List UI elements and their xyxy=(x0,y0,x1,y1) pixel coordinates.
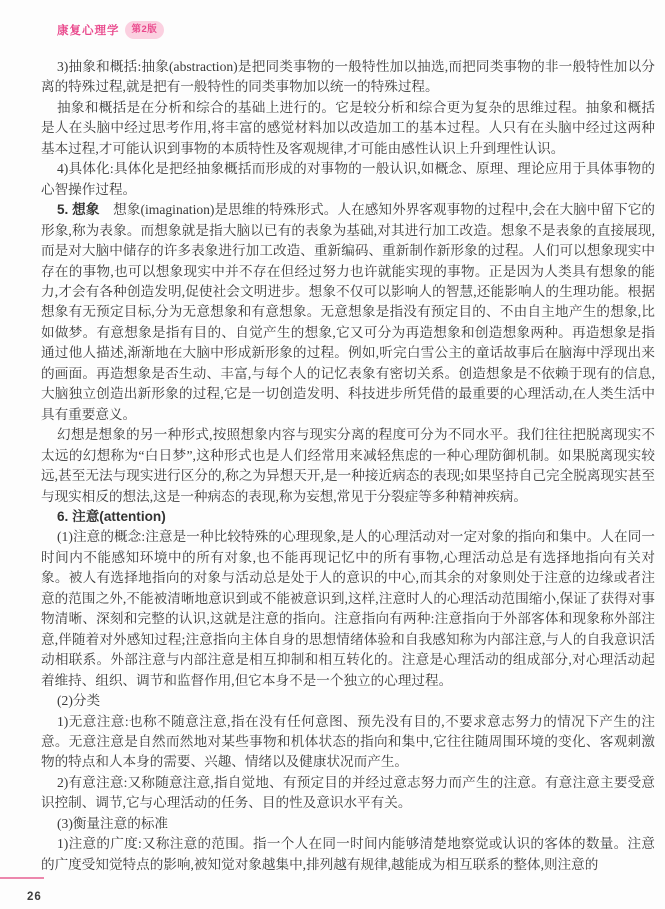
paragraph xyxy=(41,814,655,834)
heading-run: 6. 注意(attention) xyxy=(57,508,166,524)
text-run: 4)具体化:具体化是把经抽象概括而形成的对事物的一般认识,如概念、原理、理论应用于具体事物的心智操作过程。 xyxy=(41,161,655,197)
text-run: 1)无意注意:也称不随意注意,指在没有任何意图、预先没有目的,不要求意志努力的情况下产生的注意。无意注意是自然而然地对某些事物和机体状态的指向和集中,它往往随周围环境的变化、客观刺激物的特点和人本身的需要、兴趣、情绪以及健康状况而产生。 xyxy=(41,713,655,770)
paragraph xyxy=(41,98,655,159)
heading-run: 5. 想象 xyxy=(57,202,100,218)
paragraph xyxy=(41,691,655,711)
text-run: (2)分类 xyxy=(57,693,101,709)
paragraph xyxy=(41,834,655,875)
page-number: 26 xyxy=(27,891,42,903)
paragraph xyxy=(41,773,655,814)
paragraph xyxy=(41,57,655,98)
paragraph xyxy=(41,200,655,425)
text-run: (3)衡量注意的标准 xyxy=(57,815,169,831)
text-run: 抽象和概括是在分析和综合的基础上进行的。它是较分析和综合更为复杂的思维过程。抽象和概括是人在头脑中经过思考作用,将丰富的感觉材料加以改造加工的基本过程。人只有在头脑中经过这两种基本过程,才可能认识到事物的本质特性及客观规律,才可能由感性认识上升到理性认识。 xyxy=(41,99,655,156)
text-run: 2)有意注意:又称随意注意,指自觉地、有预定目的并经过意志努力而产生的注意。有意注意主要受意识控制、调节,它与心理活动的任务、目的性及意识水平有关。 xyxy=(41,774,655,811)
page-header xyxy=(57,21,164,39)
paragraph xyxy=(41,507,655,527)
paragraph xyxy=(41,527,655,691)
paragraph xyxy=(41,712,655,773)
text-run: 幻想是想象的另一种形式,按照想象内容与现实分离的程度可分为不同水平。我们往往把脱离现实不太远的幻想称为“白日梦”,这种形式也是人们经常用来减轻焦虑的一种心理防御机制。如果脱离现实较远,甚至无法与现实进行区分的,称之为异想天开,是一种接近病态的表现;如果坚持自己完全脱离现实甚至与现实相反的想法,这是一种病态的表现,称为妄想,常见于分裂症等多种精神疾病。 xyxy=(41,427,655,504)
text-run: 1)注意的广度:又称注意的范围。指一个人在同一时间内能够清楚地察觉或认识的客体的数量。注意的广度受知觉特点的影响,被知觉对象越集中,排列越有规律,越能成为相互联系的整体,则注意的 xyxy=(41,836,655,872)
book-title: 康复心理学 xyxy=(57,24,120,37)
paragraph xyxy=(41,159,655,200)
text-run: (1)注意的概念:注意是一种比较特殊的心理现象,是人的心理活动对一定对象的指向和集中。人在同一时间内不能感知环境中的所有对象,也不能再现记忆中的所有事物,心理活动总是有选择地指向有关对象。被人有选择地指向的对象与活动总是处于人的意识的中心,而其余的对象则处于注意的边缘或者注意的范围之外,不能被清晰地意识到或不能被意识到,这样,注意时人的心理活动范围缩小,保证了获得对事物清晰、深刻和完整的认识,这就是注意的指向。注意指向有两种:注意指向于外部客体和现象称外部注意,伴随着对外感知过程;注意指向主体自身的思想情绪体验和自我感知称为内部注意,与人的自我意识活动相联系。外部注意与内部注意是相互抑制和相互转化的。注意是心理活动的组成部分,对心理活动起着维持、组织、调节和监督作用,但它本身不是一个独立的心理过程。 xyxy=(41,529,655,688)
text-run: 3)抽象和概括:抽象(abstraction)是把同类事物的一般特性加以抽选,而把同类事物的非一般特性加以分离的特殊过程,就是把有一般特性的同类事物加以统一的特殊过程。 xyxy=(41,59,655,95)
footer-rule xyxy=(0,877,44,879)
text-run: 想象(imagination)是思维的特殊形式。人在感知外界客观事物的过程中,会在大脑中留下它的形象,称为表象。而想象就是指大脑以已有的表象为基础,对其进行加工改造。想象不是表象的直接展现,而是对大脑中储存的许多表象进行加工改造、重新编码、重新制作新形象的过程。人们可以想象现实中存在的事物,也可以想象现实中并不存在但经过努力也许就能实现的事物。正是因为人类具有想象的能力,才会有各种创造发明,促使社会文明进步。想象不仅可以影响人的智慧,还能影响人的生理功能。根据想象有无预定目标,分为无意想象和有意想象。无意想象是指没有预定目的、不由自主地产生的想象,比如做梦。有意想象是指有目的、自觉产生的想象,它又可分为再造想象和创造想象两种。再造想象是指通过他人描述,渐渐地在大脑中形成新形象的过程。例如,听完白雪公主的童话故事后在脑海中浮现出来的画面。再造想象是否生动、丰富,与每个人的记忆表象有密切关系。创造想象是不依赖于现有的信息,大脑独立创造出新形象的过程,它是一切创造发明、科技进步所凭借的最重要的心理活动,在人类生活中具有重要意义。 xyxy=(41,202,655,422)
body-text-block xyxy=(41,57,655,883)
paragraph xyxy=(41,425,655,507)
edition-badge: 第2版 xyxy=(125,21,165,39)
